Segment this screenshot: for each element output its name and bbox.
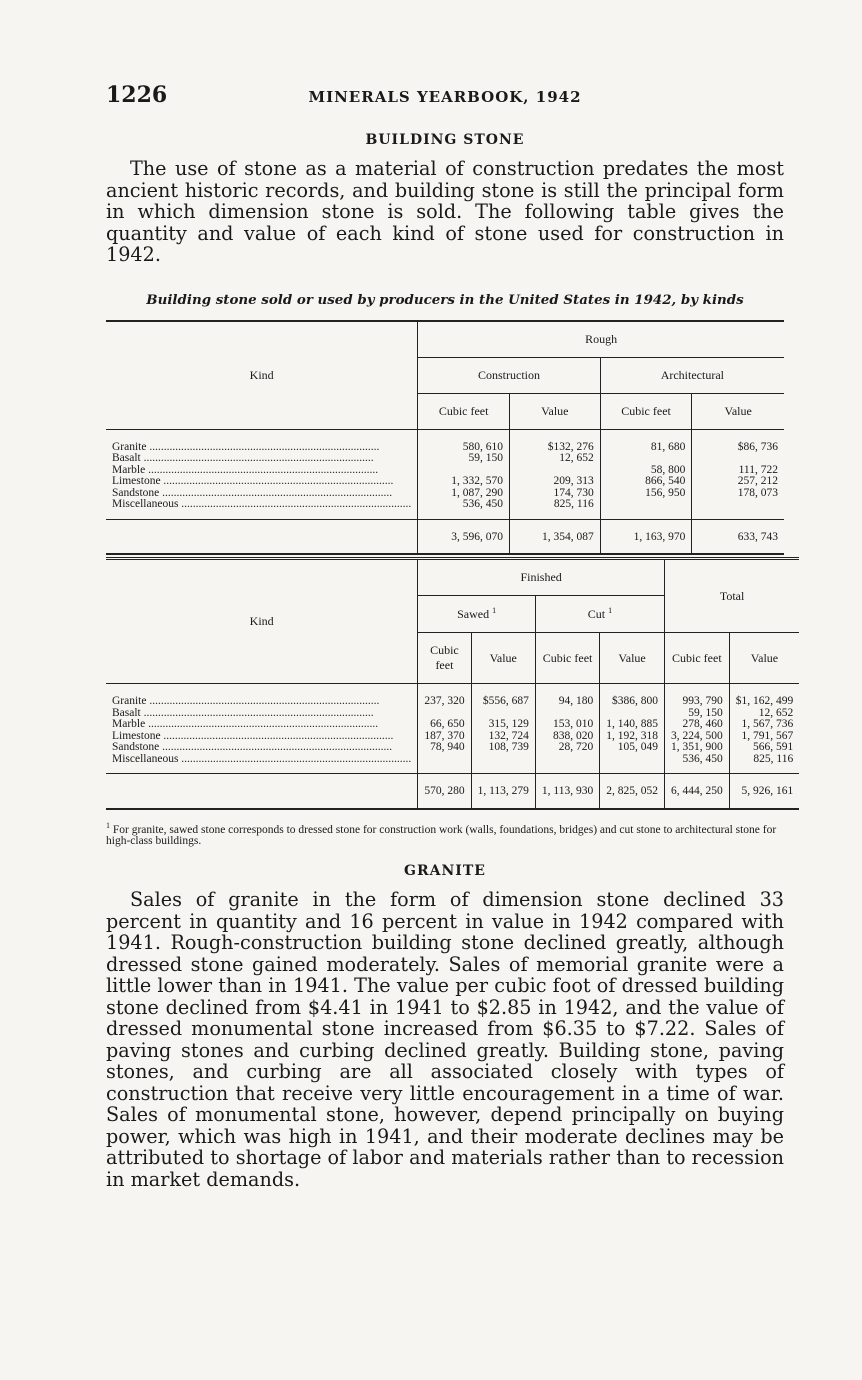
construction-header: Construction xyxy=(418,357,600,393)
data-cell: 59, 150 xyxy=(664,708,729,720)
data-cell: 993, 790 xyxy=(664,684,729,708)
data-cell xyxy=(471,754,535,774)
kind-cell: Sandstone ................................................................................ xyxy=(112,487,393,499)
data-cell: 187, 370 xyxy=(418,731,471,743)
kind-cell: Basalt ................................................................................ xyxy=(112,707,374,719)
data-cell: 1, 351, 900 xyxy=(664,742,729,754)
data-cell: 209, 313 xyxy=(509,476,600,488)
table-row xyxy=(106,499,784,519)
data-cell: $556, 687 xyxy=(471,684,535,708)
data-cell: 1, 140, 885 xyxy=(600,719,665,731)
data-cell: 178, 073 xyxy=(692,488,784,500)
data-cell xyxy=(692,499,784,519)
total-cell: 633, 743 xyxy=(692,519,784,554)
data-cell: 237, 320 xyxy=(418,684,471,708)
data-cell: 1, 192, 318 xyxy=(600,731,665,743)
kind-cell: Miscellaneous ................................................................................ xyxy=(112,753,412,765)
data-cell xyxy=(692,453,784,465)
column-header: Value xyxy=(471,633,535,684)
total-header: Total xyxy=(664,559,799,633)
data-cell xyxy=(600,754,665,774)
data-cell: 838, 020 xyxy=(535,731,599,743)
total-row xyxy=(106,519,784,554)
column-header: Cubic feet xyxy=(664,633,729,684)
kind-cell: Granite ................................................................................ xyxy=(112,695,380,707)
table-row xyxy=(106,453,784,465)
footnote-mark: 1 xyxy=(492,606,497,615)
column-header: Cubic feet xyxy=(535,633,599,684)
data-cell: 12, 652 xyxy=(729,708,799,720)
data-cell: 153, 010 xyxy=(535,719,599,731)
data-cell: 108, 739 xyxy=(471,742,535,754)
data-cell: 3, 224, 500 xyxy=(664,731,729,743)
running-title: MINERALS YEARBOOK, 1942 xyxy=(308,88,582,106)
column-header: Cubic feet xyxy=(600,393,692,429)
rough-table xyxy=(106,320,784,556)
data-cell: 156, 950 xyxy=(600,488,692,500)
data-cell: 536, 450 xyxy=(418,499,510,519)
total-cell: 1, 113, 930 xyxy=(535,774,599,809)
data-cell: 111, 722 xyxy=(692,465,784,477)
data-cell: 580, 610 xyxy=(418,429,510,453)
column-header: Value xyxy=(509,393,600,429)
footnote-mark: 1 xyxy=(106,820,110,830)
column-header: Value xyxy=(600,633,665,684)
data-cell: 66, 650 xyxy=(418,719,471,731)
finished-table xyxy=(106,557,799,810)
kind-cell: Limestone ................................................................................ xyxy=(112,476,394,487)
kind-cell: Miscellaneous ................................................................................ xyxy=(112,499,412,510)
total-cell: 570, 280 xyxy=(418,774,471,809)
table-row xyxy=(106,719,799,731)
data-cell xyxy=(600,499,692,519)
total-cell: 1, 163, 970 xyxy=(600,519,692,554)
total-cell: 1, 113, 279 xyxy=(471,774,535,809)
data-cell: 81, 680 xyxy=(600,429,692,453)
data-cell xyxy=(535,754,599,774)
intro-paragraph: The use of stone as a material of construction predates the most ancient historic records, and building stone is still the principal form in which dimension stone is sold. The following table gives the quantity and value of each kind of stone used for construction in 1942. xyxy=(106,157,784,266)
rough-header: Rough xyxy=(418,321,784,358)
data-cell: 566, 591 xyxy=(729,742,799,754)
section-heading-granite: GRANITE xyxy=(404,863,486,880)
kind-cell: Granite ................................................................................ xyxy=(112,440,380,453)
total-cell: 2, 825, 052 xyxy=(600,774,665,809)
data-cell: 536, 450 xyxy=(664,754,729,774)
kind-header: Kind xyxy=(106,559,418,684)
total-cell: 3, 596, 070 xyxy=(418,519,510,554)
data-cell: $86, 736 xyxy=(692,429,784,453)
sawed-header: Sawed $^1$ xyxy=(418,596,536,633)
architectural-header: Architectural xyxy=(600,357,784,393)
data-cell xyxy=(418,754,471,774)
data-cell: 866, 540 xyxy=(600,476,692,488)
table-caption: Building stone sold or used by producers in the United States in 1942, by kinds xyxy=(146,291,744,308)
kind-cell: Marble ................................................................................ xyxy=(112,719,379,730)
section-heading-building-stone: BUILDING STONE xyxy=(365,132,525,148)
data-cell: 1, 087, 290 xyxy=(418,488,510,500)
data-cell: 278, 460 xyxy=(664,719,729,731)
footnote-mark: 1 xyxy=(608,606,613,615)
data-cell: 94, 180 xyxy=(535,684,599,708)
table-row xyxy=(106,476,784,488)
table-row xyxy=(106,742,799,754)
data-cell: 825, 116 xyxy=(729,754,799,774)
total-row xyxy=(106,774,799,809)
data-cell: 1, 791, 567 xyxy=(729,731,799,743)
column-header: Value xyxy=(729,633,799,684)
data-cell: $132, 276 xyxy=(509,429,600,453)
total-cell: 5, 926, 161 xyxy=(729,774,799,809)
data-cell: 59, 150 xyxy=(418,453,510,465)
total-cell: 1, 354, 087 xyxy=(509,519,600,554)
total-cell: 6, 444, 250 xyxy=(664,774,729,809)
kind-cell: Marble ................................................................................ xyxy=(112,464,379,476)
granite-paragraph: Sales of granite in the form of dimension stone declined 33 percent in quantity and 16 percent in value in 1942 compared with 1941. Rough-construction building stone declined greatly, although dressed stone gained moderately. Sales of memorial granite were a little lower than in 1941. The value per cubic foot of dressed building stone declined from $4.41 in 1941 to $2.85 in 1942, and the value of dressed monumental stone increased from $6.35 to $7.22. Sales of paving stones and curbing declined greatly. Building stone, paving stones, and curbing are all associated closely with types of construction that receive very little encouragement in a time of war. Sales of monumental stone, however, depend principally on buying power, which was high in 1941, and their moderate declines may be attributed to shortage of labor and materials rather than to recession in market demands. xyxy=(106,888,784,1191)
kind-cell: Sandstone ................................................................................ xyxy=(112,742,393,753)
data-cell: 28, 720 xyxy=(535,742,599,754)
data-cell: $1, 162, 499 xyxy=(729,684,799,708)
table-row xyxy=(106,429,784,453)
data-cell: 78, 940 xyxy=(418,742,471,754)
table-row xyxy=(106,754,799,774)
data-cell xyxy=(600,453,692,465)
data-cell: 1, 332, 570 xyxy=(418,476,510,488)
data-cell: 105, 049 xyxy=(600,742,665,754)
table-row xyxy=(106,684,799,708)
data-cell: 1, 567, 736 xyxy=(729,719,799,731)
data-cell: 12, 652 xyxy=(509,453,600,465)
data-cell: 174, 730 xyxy=(509,488,600,500)
kind-cell: Basalt ................................................................................ xyxy=(112,453,374,464)
data-cell: 58, 800 xyxy=(600,465,692,477)
kind-header: Kind xyxy=(106,321,418,430)
column-header: Value xyxy=(692,393,784,429)
page xyxy=(106,82,794,1191)
finished-header: Finished xyxy=(418,559,665,596)
data-cell: 315, 129 xyxy=(471,719,535,731)
column-header: Cubic feet xyxy=(418,393,510,429)
footnote-text: For granite, sawed stone corresponds to dressed stone for construction work (walls, foundations, bridges) and cut stone to architectural stone for high-class buildings. xyxy=(106,823,777,848)
kind-cell: Limestone ................................................................................ xyxy=(112,730,394,742)
table-row xyxy=(106,488,784,500)
footnote xyxy=(106,820,784,848)
data-cell: 132, 724 xyxy=(471,731,535,743)
data-cell: 825, 116 xyxy=(509,499,600,519)
page-header xyxy=(106,82,784,112)
data-cell: 257, 212 xyxy=(692,476,784,488)
data-cell: $386, 800 xyxy=(600,684,665,708)
column-header: Cubic feet xyxy=(418,633,471,684)
cut-header: Cut $^1$ xyxy=(535,596,664,633)
page-number: 1226 xyxy=(106,82,168,108)
